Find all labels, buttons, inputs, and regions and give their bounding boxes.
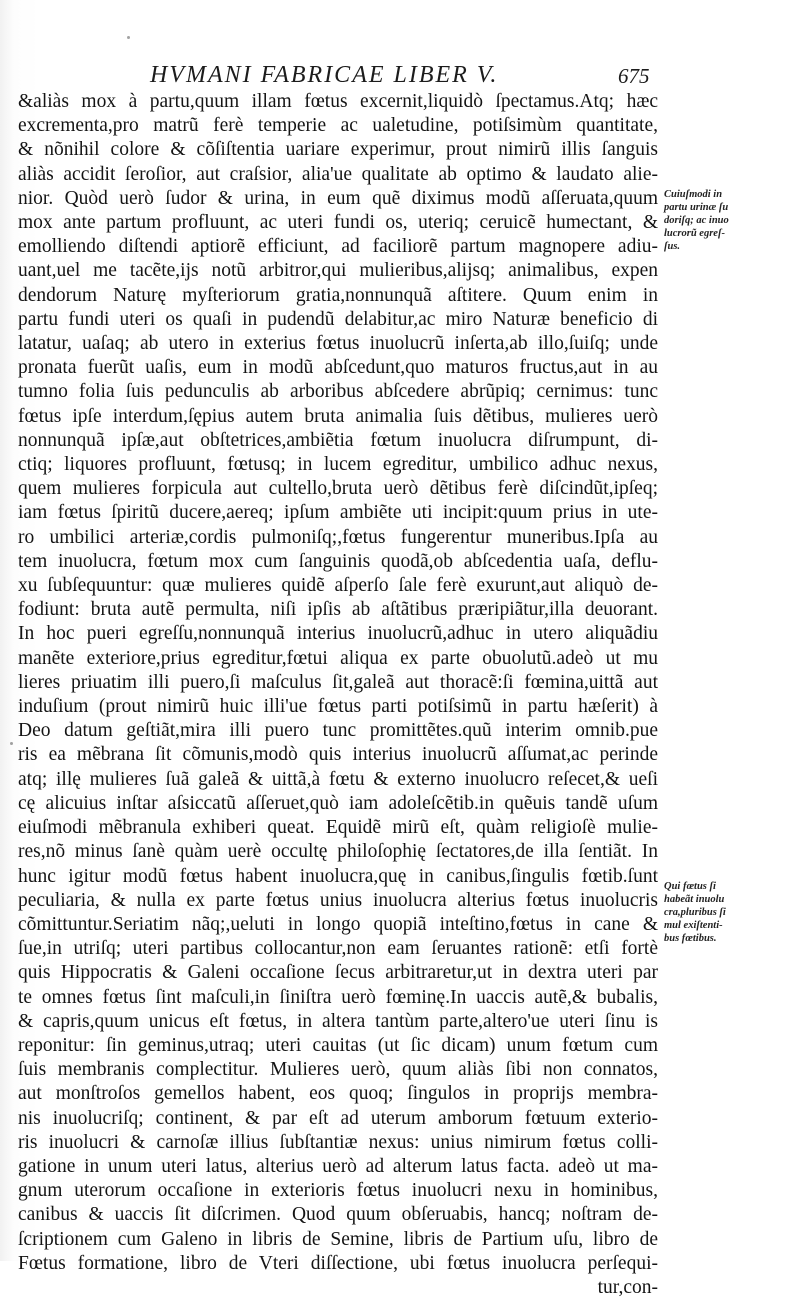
marginal-note (664, 188, 794, 253)
text-line: ſuis membranis complectitur. Mulieres uerò, quum aliàs ſibi non connatos, (18, 1059, 658, 1081)
text-line: eiuſmodi mẽbranula exhiberi queat. Equidẽ mirũ eſt, quàm religioſè mulie- (18, 817, 658, 839)
text-line: quem mulieres forpicula aut cultello,bruta uerò dẽtibus ferè diſcindũt,ipſeq; (18, 478, 658, 500)
text-line: ſcriptionem cum Galeno in libris de Semine, libris de Partium uſu, libro de (18, 1228, 658, 1250)
text-line: canibus & uaccis ſit diſcrimen. Quod quum obſeruabis, hancq; noſtram de- (18, 1204, 658, 1226)
text-line: & capris,quum unicus eſt fœtus, in altera tantùm parte,altero'ue uteri ſinu is (18, 1010, 658, 1032)
marginal-note-line: habeãt inuolu (664, 894, 725, 905)
text-line: iam fœtus ſpiritũ ducere,aereq; ipſum ambiẽte uti incipit:quum prius in ute- (18, 502, 658, 524)
text-line: partu fundi uteri os quaſi in pudendũ delabitur,ac miro Naturæ beneficio di (18, 308, 658, 330)
text-line: pronata fuerũt uaſis, eum in modũ abſcedunt,quo maturos fructus,aut in au (18, 357, 658, 379)
text-line: aliàs accidit ſeroſior, aut craſsior, alia'ue qualitate ab optimo & laudato alie- (18, 163, 658, 185)
text-line: nior. Quòd uerò ſudor & urina, in eum quẽ diximus modũ aſſeruata,quum (18, 187, 658, 209)
scan-speck (10, 742, 13, 745)
text-line: ris inuolucri & carnoſæ illius ſubſtantiæ nexus: unius nimirum fœtus colli- (18, 1131, 658, 1153)
text-line: fodiunt: bruta autẽ permulta, niſi ipſis ab aſtãtibus præripiãtur,illa deuorant. (18, 599, 658, 621)
text-line: Deo datum geſtiãt,mira illi puero tunc promittẽtes.quũ interim omnib.pue (18, 720, 658, 742)
text-line: xu ſubſequuntur: quæ mulieres quidẽ aſperſo ſale ferè exurunt,aut aliquò de- (18, 575, 658, 597)
text-line: ro umbilici arteriæ,cordis pulmoniſq;,fœtus fungerentur muneribus.Ipſa au (18, 526, 658, 548)
text-line: tumno folia ſuis pedunculis ab arboribus abſcedere abrũpiq; cernimus: tunc (18, 381, 658, 403)
text-line: cõmittuntur.Seriatim nãq;,ueluti in longo quopiã inteſtino,fœtus in cane & (18, 913, 658, 935)
text-line: ris ea mẽbrana ſit cõmunis,modò quis interius inuolucrũ aſſumat,ac perinde (18, 744, 658, 766)
text-line: latatur, uaſaq; ab utero in exterius fœtus inuolucrũ inſerta,ab illo,ſuiſq; unde (18, 333, 658, 355)
text-line: atq; illę mulieres ſuã galeã & uittã,à fœtu & externo inuolucro reſecet,& ueſi (18, 768, 658, 790)
text-line: excrementa,pro matrũ ferè temperie ac ualetudine, potiſsimùm quantitate, (18, 115, 658, 137)
text-line: emolliendo diſtendi aptiorẽ efficiunt, ad faciliorẽ partum magnopere adiu- (18, 236, 658, 258)
text-line: gatione in unum uteri latus, alterius uerò ad alterum latus facta. adeò ut ma- (18, 1155, 658, 1177)
text-line: reponitur: ſin geminus,utraq; uteri cauitas (ut ſic dicam) unum fœtum cum (18, 1034, 658, 1056)
marginal-note-line: ſus. (664, 241, 681, 252)
text-line: mox ante partum profluunt, ac uteri fundi os, uteriq; ceruicẽ humectant, & (18, 212, 658, 234)
text-line: ctiq; liquores profluunt, fœtusq; in lucem egreditur, umbilico adhuc nexus, (18, 454, 658, 476)
page-number: 675 (618, 64, 650, 88)
running-title: HVMANI FABRICAE LIBER V. (150, 62, 499, 88)
text-line: gnum uterorum occaſione in exterioris fœtus inuolucri nexu in hominibus, (18, 1180, 658, 1202)
text-line: lieres priuatim illi puero,ſi maſculus ſit,galeã aut thoracẽ:ſi fœmina,uittã aut (18, 671, 658, 693)
text-line: dendorum Naturę myſteriorum gratia,nonnunquã aſtitere. Quum enim in (18, 284, 658, 306)
marginal-note-line: cra,pluribus ſi (664, 907, 726, 918)
text-line: aut monſtroſos gemellos habent, eos quoq; ſingulos in proprijs membra- (18, 1083, 658, 1105)
scan-speck (127, 36, 130, 39)
marginal-note-line: bus fœtibus. (664, 933, 717, 944)
text-line: res,nõ minus ſanè quàm uerè occultę philoſophię ſectatores,de illa ſentiãt. In (18, 841, 658, 863)
marginal-note-line: Qui fœtus ſi (664, 881, 716, 892)
text-line: cę alicuius inſtar aſsiccatũ aſſeruet,quò iam adoleſcẽtib.in quẽuis tandẽ uſum (18, 792, 658, 814)
text-line: nis inuolucriſq; continent, & par eſt ad uterum amborum fœtuum exterio- (18, 1107, 658, 1129)
marginal-note-line: mul exiſtenti- (664, 920, 723, 931)
text-line: induſium (prout nimirũ huic illi'ue fœtus parti potiſsimũ in partu hæſerit) à (18, 696, 658, 718)
text-line: fœtus ipſe interdum,ſępius autem bruta animalia ſuis dẽtibus, mulieres uerò (18, 405, 658, 427)
text-line: peculiaria, & nulla ex parte fœtus unius inuolucra alterius fœtus inuolucris (18, 889, 658, 911)
catchword-line: tur,con- (597, 1276, 658, 1298)
text-line: In hoc pueri egreſſu,nonnunquã interius inuolucrũ,adhuc in utero aliquãdiu (18, 623, 658, 645)
marginal-note-line: Cuiuſmodi in (664, 189, 723, 200)
text-line: &aliàs mox à partu,quum illam fœtus excernit,liquidò ſpectamus.Atq; hæc (18, 91, 658, 112)
text-line: ſue,in utriſq; uteri partibus collocantur,non eam ſeruantes rationẽ: etſi fortè (18, 938, 658, 960)
text-line: nonnunquã ipſæ,aut obſtetrices,ambiẽtia fœtum inuolucra diſrumpunt, di- (18, 429, 658, 451)
text-line: quis Hippocratis & Galeni occaſione ſecus arbitraretur,ut in dextra uteri par (18, 962, 658, 984)
text-line: te omnes fœtus ſint maſculi,in ſiniſtra uerò fœminę.In uaccis autẽ,& bubalis, (18, 986, 658, 1008)
text-line: tem inuolucra, fœtum mox cum ſanguinis quodã,ob abſcedentia uaſa, deflu- (18, 550, 658, 572)
marginal-note-line: doriſq; ac inuo (664, 215, 729, 226)
marginal-note-line: lucrorũ egreſ- (664, 228, 725, 239)
text-line: hunc igitur modũ fœtus habent inuolucra,quę in canibus,ſingulis fœtib.ſunt (18, 865, 658, 887)
marginal-note-line: partu urinæ ſu (664, 202, 729, 213)
text-line: Fœtus formatione, libro de Vteri diſſectione, ubi fœtus inuolucra perſequi- (18, 1252, 658, 1274)
marginal-note (664, 880, 794, 945)
main-text-column (18, 90, 658, 1300)
text-line: & nõnihil colore & cõſiſtentia uariare experimur, prout nimirũ illis ſanguis (18, 139, 658, 161)
text-line: manẽte exteriore,prius egreditur,fœtui aliqua ex parte obuolutũ.adeò ut mu (18, 647, 658, 669)
text-line: uant,uel me tacẽte,ijs notũ arbitror,qui mulieribus,alijsq; animalibus, expen (18, 260, 658, 282)
